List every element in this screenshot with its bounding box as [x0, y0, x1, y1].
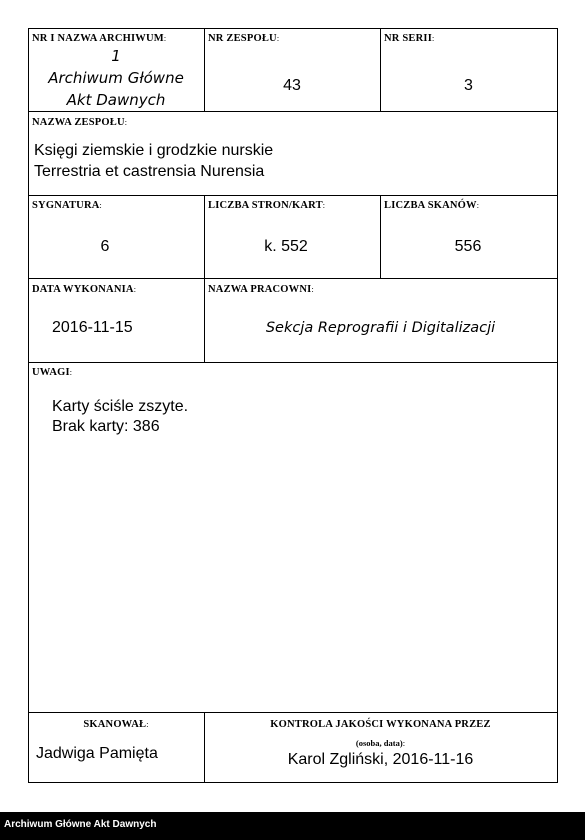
- border-right: [557, 28, 558, 783]
- series-number-label: NR SERII:: [384, 33, 435, 44]
- fonds-number-label: NR ZESPOŁU:: [208, 33, 280, 44]
- col-divider-row1-b: [380, 28, 381, 112]
- fonds-name-label: NAZWA ZESPOŁU:: [32, 117, 128, 128]
- row-divider-4: [28, 362, 558, 363]
- scanned-by-label: SKANOWAŁ:: [83, 719, 149, 730]
- fonds-name-line2: Terrestria et castrensia Nurensia: [34, 163, 265, 180]
- quality-sublabel: (osoba, data):: [355, 738, 406, 748]
- border-top: [28, 28, 558, 29]
- footer-bar: [0, 812, 585, 840]
- notes-label: UWAGI:: [32, 367, 73, 378]
- row-divider-1: [28, 111, 558, 112]
- quality-value: Karol Zgliński, 2016-11-16: [287, 751, 474, 768]
- row-divider-2: [28, 195, 558, 196]
- notes-line2: Brak karty: 386: [52, 418, 160, 435]
- quality-label: KONTROLA JAKOŚCI WYKONANA PRZEZ: [270, 719, 491, 730]
- fonds-number-value: 43: [283, 77, 301, 94]
- row-divider-5: [28, 712, 558, 713]
- notes-line1: Karty ściśle zszyte.: [52, 398, 189, 415]
- border-left: [28, 28, 29, 783]
- archive-label: NR I NAZWA ARCHIWUM:: [32, 33, 167, 44]
- scans-label: LICZBA SKANÓW:: [384, 200, 480, 211]
- series-number-value: 3: [464, 77, 473, 94]
- signature-value: 6: [100, 238, 110, 255]
- signature-label: SYGNATURA:: [32, 200, 102, 211]
- col-divider-row3-a: [204, 195, 205, 279]
- date-value: 2016-11-15: [52, 319, 133, 336]
- row-divider-3: [28, 278, 558, 279]
- col-divider-row3-b: [380, 195, 381, 279]
- scanned-by-value: Jadwiga Pamięta: [36, 745, 158, 762]
- col-divider-row1-a: [204, 28, 205, 112]
- date-label: DATA WYKONANIA:: [32, 284, 137, 295]
- footer-text: Archiwum Główne Akt Dawnych: [4, 819, 157, 830]
- archive-name-line2: Akt Dawnych: [66, 91, 166, 109]
- scans-value: 556: [454, 238, 482, 255]
- workshop-value: Sekcja Reprografii i Digitalizacji: [265, 320, 496, 336]
- workshop-label: NAZWA PRACOWNI:: [208, 284, 314, 295]
- fonds-name-line1: Księgi ziemskie i grodzkie nurskie: [34, 142, 274, 159]
- pages-label: LICZBA STRON/KART:: [208, 200, 326, 211]
- pages-value: k. 552: [264, 238, 308, 255]
- archive-name-line1: Archiwum Główne: [48, 69, 184, 87]
- archive-number: 1: [111, 47, 121, 65]
- border-bottom: [28, 782, 558, 783]
